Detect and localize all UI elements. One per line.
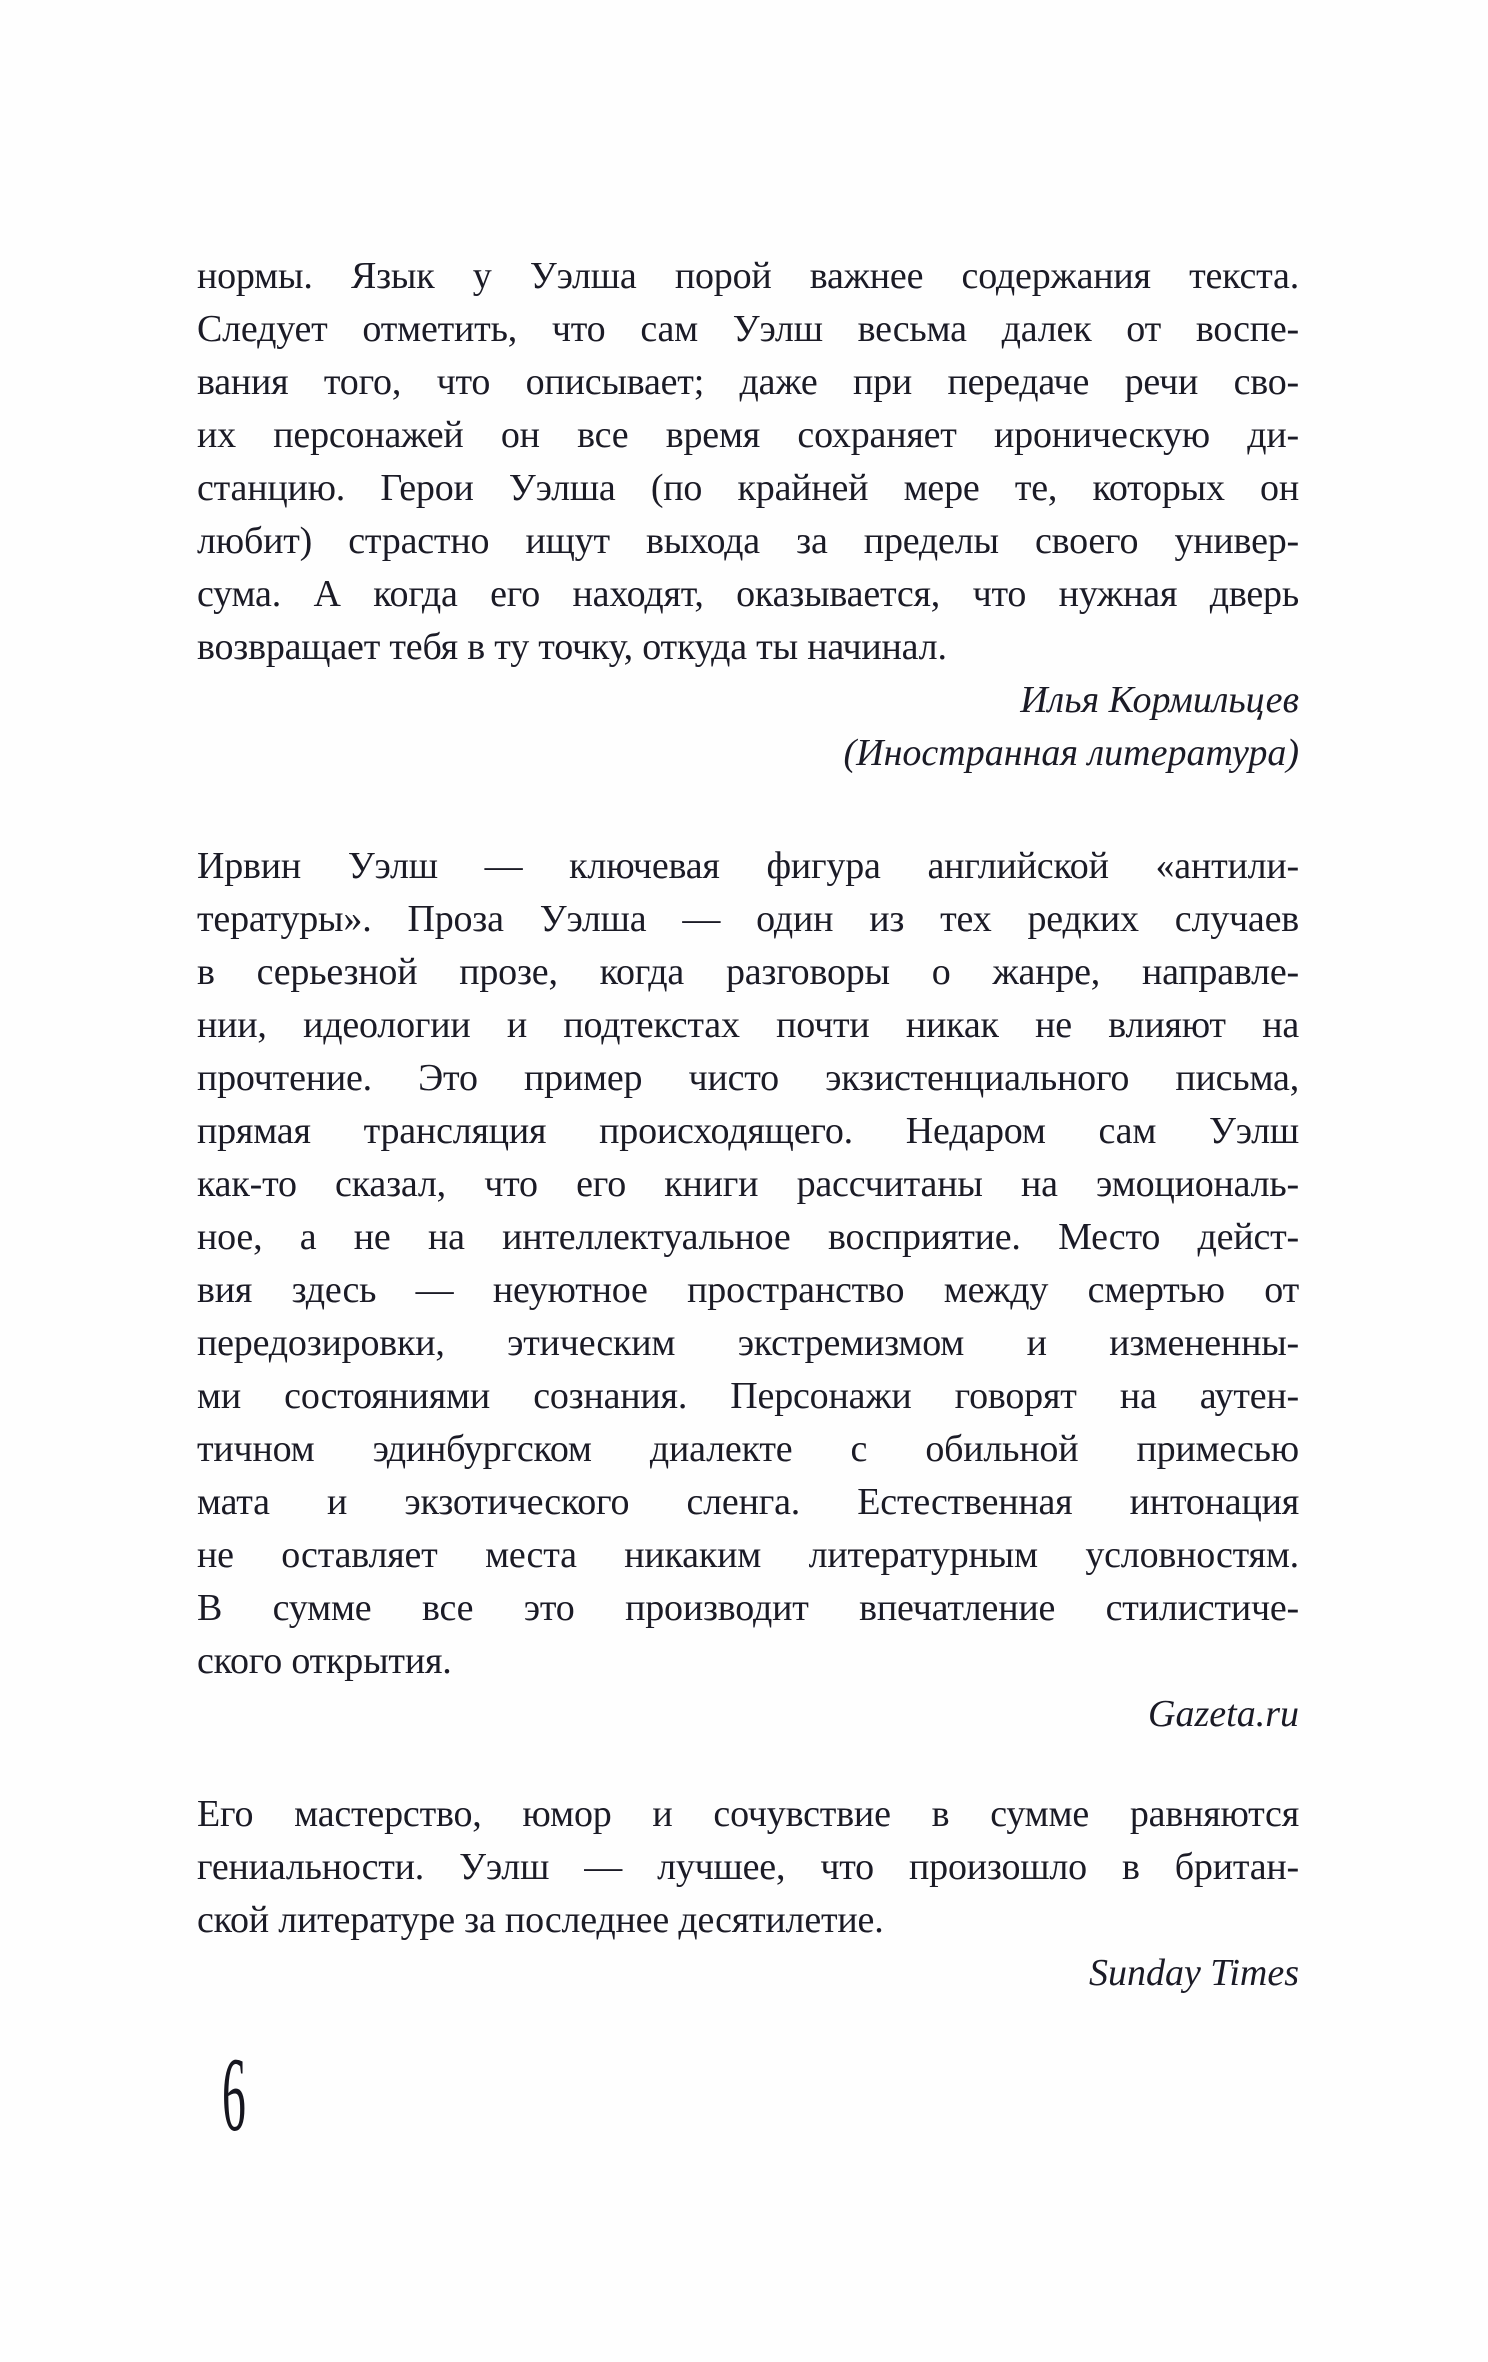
text-line: не оставляет места никаким литературным условностям. — [197, 1534, 1299, 1576]
text-line: Его мастерство, юмор и сочувствие в сумме равняются — [197, 1793, 1299, 1835]
text-line: их персонажей он все время сохраняет ироническую ди- — [197, 414, 1299, 456]
text-line: Следует отметить, что сам Уэлш весьма далек от воспе- — [197, 308, 1299, 350]
text-line: прямая трансляция происходящего. Недаром сам Уэлш — [197, 1110, 1299, 1152]
quote-body — [197, 840, 1299, 1688]
quote-attribution — [197, 1688, 1299, 1741]
text-line: передозировки, этическим экстремизмом и измененны- — [197, 1322, 1299, 1364]
text-line: ное, а не на интеллектуальное восприятие. Место дейст- — [197, 1216, 1299, 1258]
text-line: (Иностранная литература) — [843, 732, 1299, 774]
text-line: возвращает тебя в ту точку, откуда ты начинал. — [197, 626, 947, 668]
text-line: как-то сказал, что его книги рассчитаны на эмоциональ- — [197, 1163, 1299, 1205]
text-line: прочтение. Это пример чисто экзистенциального письма, — [197, 1057, 1299, 1099]
text-line: сума. А когда его находят, оказывается, что нужная дверь — [197, 573, 1299, 615]
text-line: в серьезной прозе, когда разговоры о жанре, направле- — [197, 951, 1299, 993]
quote-attribution — [197, 1947, 1299, 2000]
text-line: Илья Кормильцев — [1020, 679, 1299, 721]
quote-attribution — [197, 674, 1299, 780]
text-line: тературы». Проза Уэлша — один из тех редких случаев — [197, 898, 1299, 940]
text-line: гениальности. Уэлш — лучшее, что произошло в британ- — [197, 1846, 1299, 1888]
text-line: вания того, что описывает; даже при передаче речи сво- — [197, 361, 1299, 403]
text-line: ской литературе за последнее десятилетие. — [197, 1899, 884, 1941]
quote-body — [197, 1788, 1299, 1947]
text-line: Gazeta.ru — [1148, 1693, 1299, 1735]
text-line: нормы. Язык у Уэлша порой важнее содержания текста. — [197, 255, 1299, 297]
quote-block-3 — [197, 1788, 1299, 2000]
text-line: мата и экзотического сленга. Естественная интонация — [197, 1481, 1299, 1523]
text-line: В сумме все это производит впечатление стилистиче- — [197, 1587, 1299, 1629]
quote-block-2 — [197, 840, 1299, 1741]
text-line: нии, идеологии и подтекстах почти никак не влияют на — [197, 1004, 1299, 1046]
text-line: Ирвин Уэлш — ключевая фигура английской «антили- — [197, 845, 1299, 887]
text-line: ского открытия. — [197, 1640, 452, 1682]
page-number: 6 — [222, 2036, 246, 2153]
text-line: Sunday Times — [1088, 1952, 1299, 1994]
quote-body — [197, 250, 1299, 674]
quote-block-1 — [197, 250, 1299, 780]
text-line: тичном эдинбургском диалекте с обильной примесью — [197, 1428, 1299, 1470]
text-line: любит) страстно ищут выхода за пределы своего универ- — [197, 520, 1299, 562]
text-column — [197, 250, 1299, 2000]
text-line: вия здесь — неуютное пространство между смертью от — [197, 1269, 1299, 1311]
text-line: станцию. Герои Уэлша (по крайней мере те, которых он — [197, 467, 1299, 509]
text-line: ми состояниями сознания. Персонажи говорят на аутен- — [197, 1375, 1299, 1417]
